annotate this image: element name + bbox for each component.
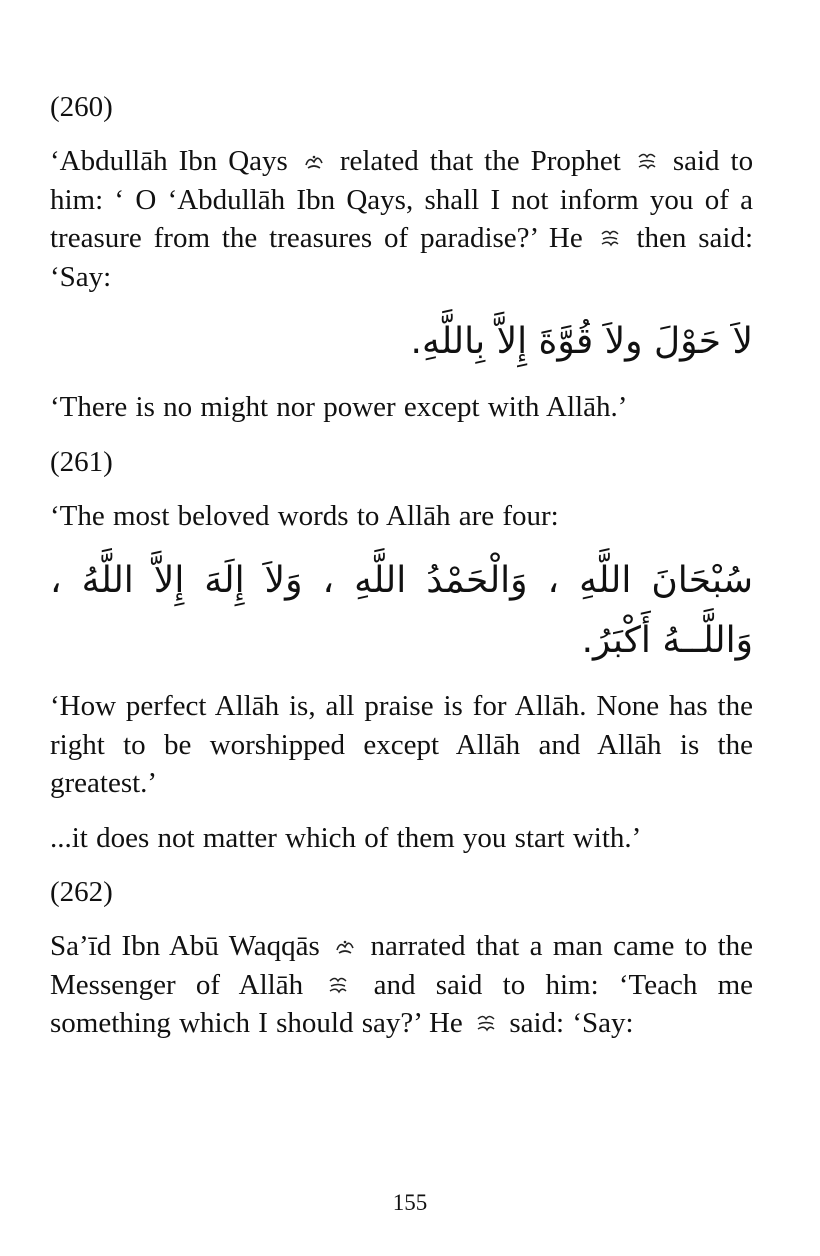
saw-calligraphy-icon [636,150,658,172]
page-number: 155 [392,1190,428,1215]
hadith-261-intro: ‘The most beloved words to Allāh are four: [50,499,559,532]
hadith-number-261: (261) [50,445,113,478]
hadith-260-text-part4: then said: ‘Say: [50,222,754,293]
hadith-262-text-part4: said: ‘Say: [509,1007,634,1039]
ra-calligraphy-icon [334,935,356,957]
hadith-260-text-part1: ‘Abdullāh Ibn Qays [50,145,288,177]
saw-calligraphy-icon [599,227,621,249]
hadith-number-260: (260) [50,91,113,123]
hadith-261-arabic: سُبْحَانَ اللَّهِ ، وَالْحَمْدُ اللَّهِ ، وَلاَ إِلَهَ إِلاَّ اللَّهُ ، وَاللَّــهُ أَكْبَرُ. [50,560,753,661]
hadith-260-text-part3: said to him: ‘ O ‘Abdullāh Ibn Qays, shall I not inform you of a treasure from the treasures of paradise?’ He [50,145,754,254]
page-body [50,88,753,1059]
hadith-261-note: ...it does not matter which of them you start with.’ [50,821,642,854]
hadith-261-translation: ‘How perfect Allāh is, all praise is for Allāh. None has the right to be worshipped except Allāh and Allāh is the greatest.’ [50,690,753,799]
hadith-260-arabic: لاَ حَوْلَ ولاَ قُوَّةَ إِلاَّ بِاللَّهِ. [410,321,753,362]
saw-calligraphy-icon [327,974,349,996]
hadith-262-text [50,927,753,1043]
saw-calligraphy-icon [475,1012,497,1034]
hadith-number-262: (262) [50,876,113,908]
hadith-262-text-part3: and said to him: ‘Teach me something which I should say?’ He [50,968,754,1039]
hadith-262-text-part1: Sa’īd Ibn Abū Waqqās [50,930,320,962]
hadith-262-text-part2: narrated that a man came to the Messenger of Allāh [50,930,753,1001]
hadith-260-text-part2: related that the Prophet [339,145,621,177]
ra-calligraphy-icon [303,150,325,172]
hadith-260-text [50,142,753,296]
hadith-260-translation: ‘There is no might nor power except with Allāh.’ [50,391,628,423]
